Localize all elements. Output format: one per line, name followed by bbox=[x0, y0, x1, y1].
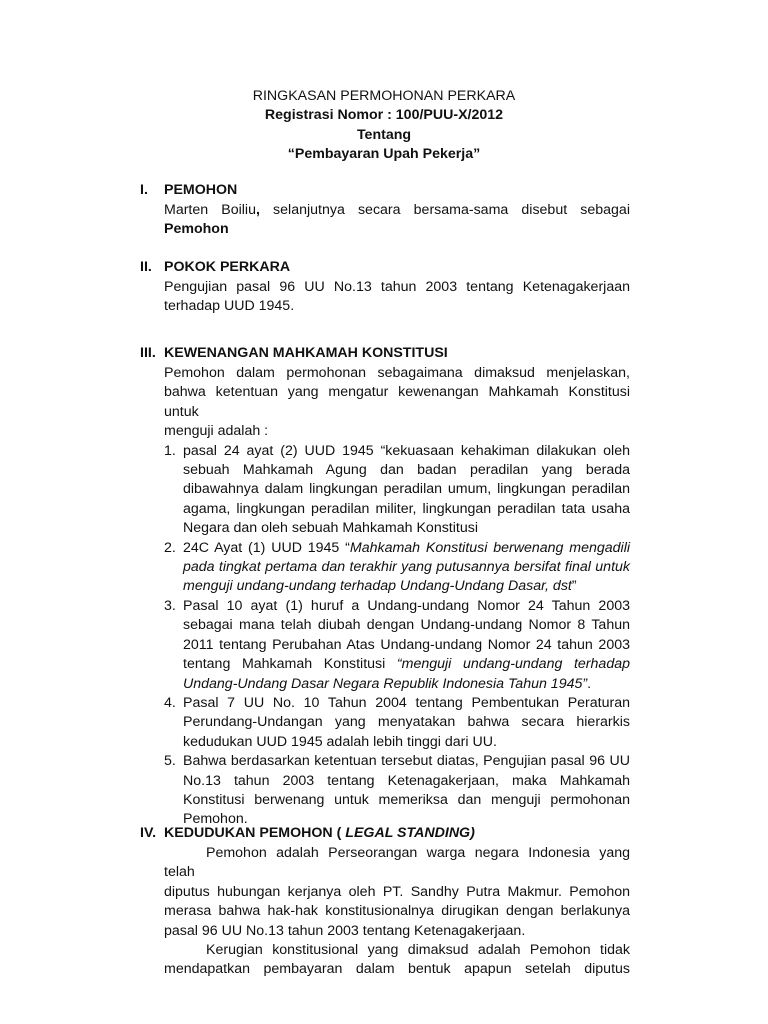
text-line: Pasal 7 UU No. 10 Tahun 2004 tentang Pembentukan Peraturan bbox=[183, 694, 630, 711]
text-line: dibawahnya dalam lingkungan peradilan umum, lingkungan peradilan bbox=[183, 481, 630, 498]
section-heading bbox=[140, 181, 630, 201]
section-title: PEMOHON bbox=[164, 182, 238, 198]
list-item-text bbox=[183, 597, 630, 694]
section-number: IV. bbox=[140, 825, 157, 841]
list-item bbox=[164, 694, 630, 752]
section-heading bbox=[140, 258, 630, 278]
paragraph-line: bahwa ketentuan yang mengatur kewenangan Mahkamah Konstitusi untuk bbox=[164, 384, 630, 420]
text-line bbox=[183, 539, 630, 558]
list-item-text bbox=[183, 442, 630, 539]
list-item bbox=[164, 752, 630, 830]
section-heading bbox=[140, 824, 630, 844]
paragraph-line: diputus hubungan kerjanya oleh PT. Sandhy Putra Makmur. Pemohon bbox=[164, 883, 630, 900]
list-item-text bbox=[183, 539, 630, 597]
section-title-text: KEDUDUKAN PEMOHON ( bbox=[164, 825, 346, 841]
paragraph-line: Pemohon dalam permohonan sebagaimana dimaksud menjelaskan, bbox=[164, 365, 630, 381]
text-line: kedudukan UUD 1945 adalah lebih tinggi dari UU. bbox=[183, 733, 497, 750]
text-run: 24C Ayat (1) UUD 1945 “ bbox=[183, 539, 350, 556]
text-run: ” bbox=[571, 578, 577, 595]
list-item-number: 2. bbox=[164, 539, 176, 556]
list-item bbox=[164, 539, 630, 597]
section-title bbox=[164, 824, 475, 844]
numbered-list bbox=[164, 442, 630, 830]
paragraph-line bbox=[164, 201, 630, 220]
text-line: sebuah Mahkamah Agung dan badan peradilan yang berada bbox=[183, 462, 630, 479]
section-number: I. bbox=[140, 182, 148, 198]
italic-run: Undang-Undang Dasar Negara Republik Indonesia Tahun 1945” bbox=[183, 675, 588, 692]
paragraph-line bbox=[164, 220, 630, 239]
text-line: pasal 24 ayat (2) UUD 1945 “kekuasaan kehakiman dilakukan oleh bbox=[183, 442, 630, 459]
list-item-text bbox=[183, 694, 630, 752]
text-line: Konstitusi berwenang untuk memeriksa dan menguji permohonan bbox=[183, 791, 630, 808]
comma: , bbox=[255, 202, 260, 218]
text-line: Pemohon. bbox=[183, 811, 248, 828]
section-title: KEWENANGAN MAHKAMAH KONSTITUSI bbox=[164, 345, 448, 361]
text-line bbox=[183, 558, 630, 577]
section-pemohon bbox=[140, 181, 630, 240]
text-line: Bahwa berdasarkan ketentuan tersebut diatas, Pengujian pasal 96 UU bbox=[183, 753, 630, 770]
text-line: Negara dan oleh sebuah Mahkamah Konstitusi bbox=[183, 520, 478, 537]
title-tentang: Tentang bbox=[356, 126, 412, 143]
paragraph-line: menguji adalah : bbox=[164, 423, 269, 440]
paragraph-line: Pengujian pasal 96 UU No.13 tahun 2003 tentang Ketenagakerjaan bbox=[164, 279, 630, 295]
pemohon-name: Marten Boiliu bbox=[164, 202, 256, 218]
italic-run: menguji undang-undang terhadap Undang-Undang Dasar, dst bbox=[183, 578, 572, 595]
paragraph-line: mendapatkan pembayaran dalam bentuk apapun setelah diputus bbox=[164, 961, 630, 978]
title-subject: “Pembayaran Upah Pekerja” bbox=[287, 146, 481, 163]
text-run: . bbox=[587, 675, 592, 692]
section-title: POKOK PERKARA bbox=[164, 259, 291, 275]
text-run: tentang Mahkamah Konstitusi bbox=[183, 656, 397, 673]
paragraph-line: merasa bahwa hak-hak konstitusionalnya dirugikan dengan berlakunya bbox=[164, 903, 630, 920]
italic-run: pada tingkat pertama dan terakhir yang putusannya bersifat final untuk bbox=[183, 559, 630, 576]
list-item bbox=[164, 442, 630, 539]
paragraph-line: pasal 96 UU No.13 tahun 2003 tentang Ketenagakerjaan. bbox=[164, 922, 526, 939]
text-line bbox=[183, 675, 630, 694]
section-kedudukan-pemohon bbox=[140, 824, 630, 980]
italic-run: “menguji undang-undang terhadap bbox=[396, 656, 630, 673]
italic-run: Mahkamah Konstitusi berwenang mengadili bbox=[349, 539, 630, 556]
title-registration: Registrasi Nomor : 100/PUU-X/2012 bbox=[264, 107, 504, 124]
list-item-number: 4. bbox=[164, 694, 176, 711]
list-item bbox=[164, 597, 630, 694]
section-number: III. bbox=[140, 345, 156, 361]
text-line: Pasal 10 ayat (1) huruf a Undang-undang Nomor 24 Tahun 2003 bbox=[183, 597, 630, 614]
section-pokok-perkara bbox=[140, 258, 630, 317]
list-item-text bbox=[183, 752, 630, 830]
paragraph-line: Pemohon adalah Perseorangan warga negara Indonesia yang telah bbox=[164, 845, 630, 881]
document-title bbox=[0, 87, 768, 165]
list-item-number: 3. bbox=[164, 597, 176, 614]
text-line: No.13 tahun 2003 tentang Ketenagakerjaan, maka Mahkamah bbox=[183, 772, 630, 789]
section-number: II. bbox=[140, 259, 152, 275]
text-line bbox=[183, 655, 630, 674]
text-line: Perundang-Undangan yang menyatakan bahwa secara hierarkis bbox=[183, 714, 630, 731]
title-main: RINGKASAN PERMOHONAN PERKARA bbox=[252, 88, 516, 104]
section-body bbox=[164, 364, 630, 442]
text-line: sebagai mana telah diubah dengan Undang-undang Nomor 8 Tahun bbox=[183, 617, 630, 634]
section-heading bbox=[140, 344, 630, 364]
section-body bbox=[164, 201, 630, 240]
paragraph-line: terhadap UUD 1945. bbox=[164, 298, 295, 315]
list-item-number: 5. bbox=[164, 753, 176, 770]
list-item-number: 1. bbox=[164, 442, 176, 459]
bold-term: Pemohon bbox=[164, 221, 229, 238]
text-run: selanjutnya secara bersama-sama disebut sebagai bbox=[259, 202, 630, 218]
text-line: agama, lingkungan peradilan militer, lingkungan peradilan tata usaha bbox=[183, 500, 630, 517]
section-body bbox=[164, 278, 630, 317]
section-body bbox=[164, 844, 630, 980]
paragraph-line: Kerugian konstitusional yang dimaksud adalah Pemohon tidak bbox=[206, 942, 630, 959]
section-title-italic: LEGAL STANDING) bbox=[345, 825, 475, 841]
text-line: 2011 tentang Perubahan Atas Undang-undang Nomor 24 tahun 2003 bbox=[183, 636, 630, 653]
text-line bbox=[183, 577, 630, 596]
section-kewenangan bbox=[140, 344, 630, 830]
